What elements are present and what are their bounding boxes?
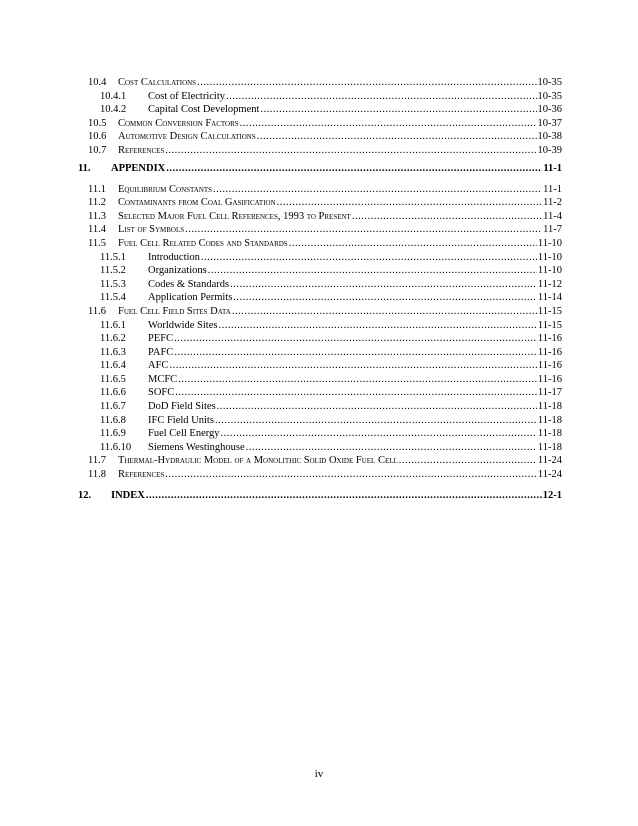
toc-chapter-11[interactable]: 11. APPENDIX ..... 11-1 — [78, 161, 562, 177]
toc-entry-11-6-9[interactable]: 11.6.9 Fuel Cell Energy ..... 11-18 — [78, 427, 562, 441]
toc-entry-11-6-3[interactable]: 11.6.3 PAFC ..... 11-16 — [78, 346, 562, 360]
toc-entry-11-6-10[interactable]: 11.6.10 Siemens Westinghouse ..... 11-18 — [78, 441, 562, 455]
toc-entry-11-6[interactable]: 11.6 Fuel Cell Field Sites Data ..... 11-15 — [78, 305, 562, 319]
toc-entry-11-6-5[interactable]: 11.6.5 MCFC ..... 11-16 — [78, 373, 562, 387]
toc-entry-11-4[interactable]: 11.4 List of Symbols ..... 11-7 — [78, 223, 562, 237]
toc-entry-11-1[interactable]: 11.1 Equilibrium Constants ..... 11-1 — [78, 183, 562, 197]
toc-entry-11-2[interactable]: 11.2 Contaminants from Coal Gasification ..... 11-2 — [78, 196, 562, 210]
toc-entry-11-5-3[interactable]: 11.5.3 Codes & Standards ..... 11-12 — [78, 278, 562, 292]
toc-entry-11-6-2[interactable]: 11.6.2 PEFC ..... 11-16 — [78, 332, 562, 346]
toc-entry-10-4[interactable]: 10.4 Cost Calculations ..... 10-35 — [78, 76, 562, 90]
page-number: iv — [314, 768, 324, 780]
toc-entry-10-4-2[interactable]: 10.4.2 Capital Cost Development ..... 10-36 — [78, 103, 562, 117]
toc-entry-11-5-4[interactable]: 11.5.4 Application Permits ..... 11-14 — [78, 291, 562, 305]
toc-entry-11-7[interactable]: 11.7 Thermal-Hydraulic Model of a Monolithic Solid Oxide Fuel Cell ..... 11-24 — [78, 454, 562, 468]
toc-entry-11-5-2[interactable]: 11.5.2 Organizations ..... 11-10 — [78, 264, 562, 278]
toc-entry-11-5-1[interactable]: 11.5.1 Introduction ..... 11-10 — [78, 251, 562, 265]
toc-entry-11-8[interactable]: 11.8 References ..... 11-24 — [78, 468, 562, 482]
table-of-contents — [78, 76, 562, 504]
toc-entry-11-3[interactable]: 11.3 Selected Major Fuel Cell References, 1993 to Present ..... 11-4 — [78, 210, 562, 224]
toc-entry-11-6-6[interactable]: 11.6.6 SOFC ..... 11-17 — [78, 386, 562, 400]
toc-entry-11-6-8[interactable]: 11.6.8 IFC Field Units ..... 11-18 — [78, 414, 562, 428]
toc-entry-11-6-4[interactable]: 11.6.4 AFC ..... 11-16 — [78, 359, 562, 373]
toc-entry-10-5[interactable]: 10.5 Common Conversion Factors ..... 10-37 — [78, 117, 562, 131]
toc-entry-10-7[interactable]: 10.7 References ..... 10-39 — [78, 144, 562, 158]
toc-entry-11-6-1[interactable]: 11.6.1 Worldwide Sites ..... 11-15 — [78, 319, 562, 333]
toc-entry-10-4-1[interactable]: 10.4.1 Cost of Electricity ..... 10-35 — [78, 90, 562, 104]
toc-entry-11-6-7[interactable]: 11.6.7 DoD Field Sites ..... 11-18 — [78, 400, 562, 414]
toc-chapter-12[interactable]: 12. INDEX ..... 12-1 — [78, 488, 562, 504]
toc-entry-11-5[interactable]: 11.5 Fuel Cell Related Codes and Standards ..... 11-10 — [78, 237, 562, 251]
toc-entry-10-6[interactable]: 10.6 Automotive Design Calculations ..... 10-38 — [78, 130, 562, 144]
